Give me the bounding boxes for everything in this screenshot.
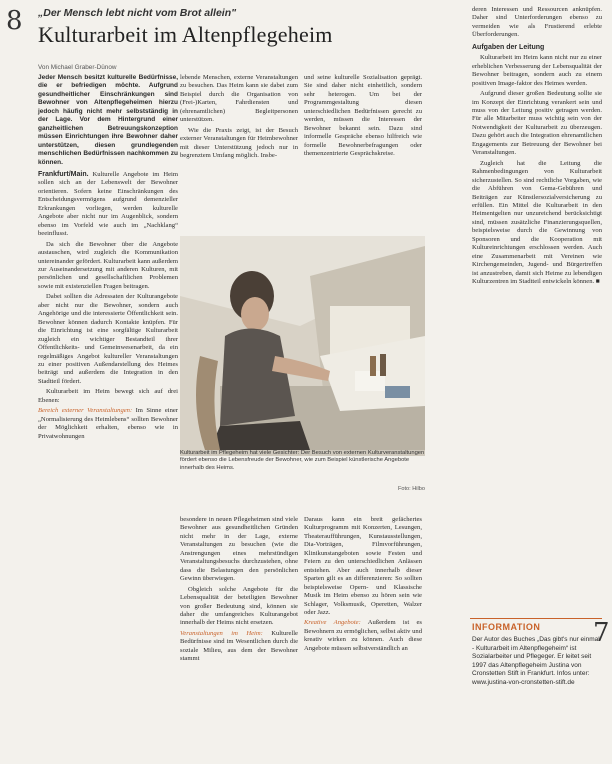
- info-divider: [470, 618, 602, 619]
- photo-caption: Kulturarbeit im Pflegeheim hat viele Gesichter: Der Besuch von externen Kulturveranstaltungen fördert ebenso die Lebensfreude der Bewohner, wie zum Beispiel künstlerische Angebote innerhalb des Heims.: [180, 450, 425, 471]
- paragraph: Daraus kann ein breit gefächertes Kulturprogramm mit Konzerten, Lesungen, Theateraufführungen, Kunstausstellungen, Dia-Vorträgen, Filmvorführungen, Klinikunstangeboten sowie Festen und Feiern zu den unterschiedlichen Anlässen entstehen. Aber auch innerhalb dieser Sparten gilt es an differenzieren: So sollten beispielsweise Opern- und Klassische Musik im Heim ebenso zu hören sein wie Schlager, Volksmusik, Operetten, Walzer oder Jazz.: [304, 516, 422, 616]
- column-4: [472, 6, 602, 289]
- text: Zugleich hat die Leitung die Rahmenbedingungen von Kulturarbeit sicherzustellen. So sind rechtliche Vorgaben, wie die Abführen von Gema-Gebühren und Beiträgen zur Künstlersozialversicherung zu erfüllen. Ein Mittel die Kulturarbeit in den Heimentgelten nur unzureichend berücksichtigt sind, müssen zusätzliche Finanzierungsquellen, beispielsweise durch die Gewinnung von Sponsoren und die Kooperation mit Kultureinrichtungen erschlossen werden. Auch eine Zusammenarbeit mit Vereinen wie Kirchengemeinden, Jugend- und Bürgertreffen ist anzustreben, damit sich Heime zu lebendigen Kulturzentren im Stadtteil entwickeln können.: [472, 159, 602, 286]
- paragraph: lebende Menschen, externe Veranstaltungen zu besuchen. Das Heim kann sie dabei zum Beispiel durch die Organisation von (Frei-)Karten, Fahrdiensten und (ehrenamtlichen) Begleitpersonen unterstützen.: [180, 74, 298, 124]
- paragraph: und seine kulturelle Sozialisation geprägt. Sie sind daher nicht einheitlich, sondern sehr heterogen. Um bei der Programmgestaltung diesen unterschiedlichen Bedürfnissen gerecht zu werden, müssen die Interessen der Bewohner bekannt sein. Dazu sind informelle Gespräche ebenso hilfreich wie formelle Bewohnerbefragungen oder themenzentrierte Gesprächskreise.: [304, 74, 422, 158]
- paragraph: [472, 160, 602, 287]
- paragraph: [304, 619, 422, 653]
- text: Im Sinne einer „Normalisierung des Heimlebens“ sollten Bewohner der Möglichkeit erhalten, ebenso wie in Privatwohnungen: [38, 407, 178, 440]
- paragraph: Kulturarbeit im Heim kann nicht nur zu einer erheblichen Verbesserung der Lebensqualität der Bewohner beitragen, sondern auch zu einem positiven Image-faktor des Heimes werden.: [472, 54, 602, 87]
- kicker-quote: „Der Mensch lebt nicht vom Brot allein": [38, 7, 237, 19]
- author-byline: Von Michael Graber-Dünow: [38, 64, 117, 71]
- subheading-inline: Veranstaltungen im Heim:: [180, 629, 263, 637]
- paragraph: [180, 630, 298, 664]
- paragraph: Kulturarbeit im Heim bewegt sich auf drei Ebenen:: [38, 388, 178, 404]
- column-2-top: [180, 74, 298, 163]
- info-heading: INFORMATION: [472, 622, 541, 632]
- corner-page-mark: 7: [593, 618, 610, 648]
- text: Außerdem ist es Bewohnern zu ermöglichen, selbst aktiv und kreativ wirken zu können. Auch diese Angebote müssen selbstverständlich an: [304, 619, 422, 652]
- photo-credit: Foto: Hilbo: [397, 486, 425, 492]
- paragraph: Da sich die Bewohner über die Angebote austauschen, wird zugleich die Kommunikation untereinander gefördert. Kulturarbeit kann außerdem zur Auseinandersetzung mit anderen Kulturen, mit persönlichen und gesellschaftlichen Problemen sowie mit existenziellen Fragen beitragen.: [38, 240, 178, 290]
- paragraph: deren Interessen und Ressourcen anknüpfen. Daher sind Unterforderungen ebenso zu vermeiden wie als Frustierend erlebte Überforderungen.: [472, 6, 602, 39]
- paragraph: besondere in neuen Pflegeheimen sind viele Bewohner aus gesundheitlichen Gründen nicht mehr in der Lage, externe Veranstaltungen zu besuchen (wie die Anstrengungen eines mehrstündigen Veranstaltungsbesuchs durchzustehen, ohne dass die Belastungen den persönlichen Gewinn überwiegen.: [180, 516, 298, 583]
- column-3-top: [304, 74, 422, 161]
- text: Kulturelle Angebote im Heim sollen sich an der Lebenswelt der Bewohner orientieren. Sofern keine Einschränkungen des Entscheidungsvermögens aufgrund demenzieller Erkrankungen vorliegen, werden kulturelle Angebote aber nicht nur im Augenblick, sondern ebenso im Vorfeld wie auch im „Nachklang“ beeinflusst.: [38, 170, 178, 238]
- column-2-bottom: [180, 516, 298, 666]
- section-heading: Aufgaben der Leitung: [472, 43, 545, 51]
- page-number-mark: 8: [6, 6, 23, 36]
- paragraph: [38, 407, 178, 441]
- paragraph: Wie die Praxis zeigt, ist der Besuch externer Veranstaltungen für Heimbewohner mit dieser Unterstützung jedoch nur in begrenztem Umfang möglich. Insbe-: [180, 126, 298, 160]
- end-mark: ■: [595, 278, 600, 286]
- photo-illustration: [180, 236, 425, 450]
- column-3-bottom: [304, 516, 422, 655]
- info-body: Der Autor des Buches „Das gibt's nur einmal - Kulturarbeit im Altenpflegeheim“ ist Sozialarbeiter und Pflegeger. Er leitet seit 1997 das Altenpflegeheim Justina von Cronstetten Stift in Frankfurt. Infos unter: www.justina-von-cronstetten-stift.de: [472, 636, 600, 686]
- paragraph: Obgleich solche Angebote für die Lebensqualität der beteiligten Bewohner von großer Bedeutung sind, können sie daher die umfangreiches Kulturangebot innerhalb der Heims nicht ersetzen.: [180, 585, 298, 627]
- dateline: Frankfurt/Main.: [38, 170, 89, 178]
- subheading-inline: Bereich externer Veranstaltungen:: [38, 407, 133, 415]
- article-title: Kulturarbeit im Altenpflegeheim: [38, 22, 333, 47]
- column-1: [38, 74, 178, 443]
- text: Kulturelle Bedürfnisse sind im Wesentlichen durch die soziale Milieu, aus dem der Bewohner stammt: [180, 629, 298, 663]
- lead-paragraph: Jeder Mensch besitzt kulturelle Bedürfnisse, die er befriedigen möchte. Aufgrund gesundheitlicher Einschränkungen sind Bewohner von Altenpflegeheimen hierzu jedoch häufig nicht mehr selbstständig in der Lage. Vor dem Hintergrund einer ganzheitlichen Betreuungskonzeption müssen Einrichtungen ihre Bewohner daher unterstützen, diesen grundlegenden menschlichen Bedürfnissen nachkommen zu können.: [38, 74, 178, 166]
- paragraph: [38, 171, 178, 239]
- subheading-inline: Kreative Angebote:: [304, 619, 361, 627]
- paragraph: Dabei sollten die Adressaten der Kulturangebote aber nicht nur die Bewohner, sondern auch Angehörige und die interessierte Öffentlichkeit sein. Bewohner können dadurch Kontakte knüpfen. Für die Einrichtung ist eine sorgfältige Kulturarbeit zugleich ein wichtiger Bestandteil ihrer Öffentlichkeits- und Gemeinwesenarbeit, da ein regelmäßiges Angebot kultureller Veranstaltungen zu einer positiven Außendarstellung des Heimes beiträgt und außerdem die Integration in den Stadtteil fördert.: [38, 293, 178, 385]
- article-photo: [180, 236, 425, 456]
- paragraph: Aufgrund dieser großen Bedeutung sollte sie im Konzept der Einrichtung verankert sein und muss von der Leitung positiv getragen werden. Für alle Mitarbeiter muss wichtig sein von der Notwendigkeit der Kulturarbeit zu überzeugen. Dazu gehört auch die Integration ehrenamtlichen Engagements zur Betreuung der Bewohner bei Veranstaltungen.: [472, 90, 602, 157]
